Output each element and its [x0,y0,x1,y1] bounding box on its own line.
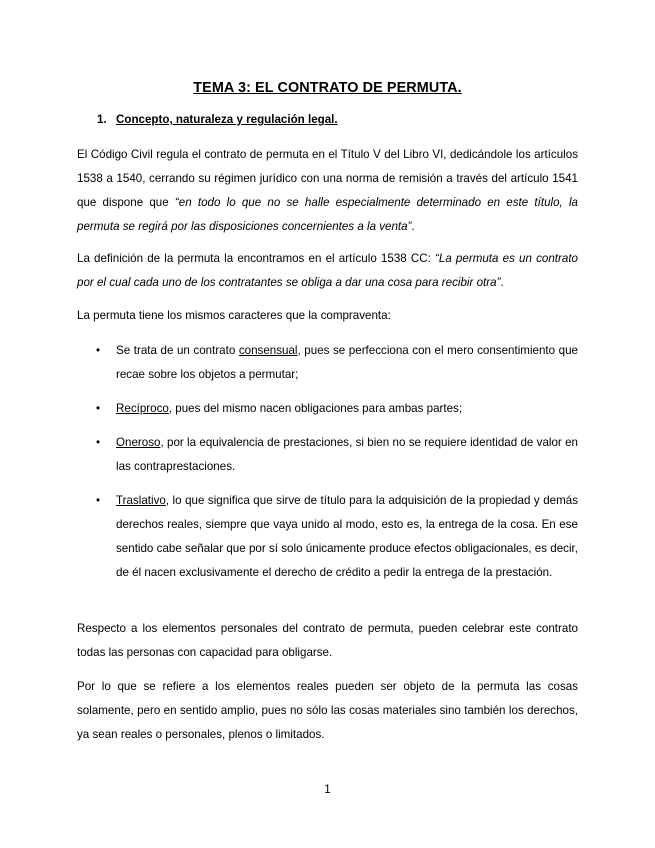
paragraph-personal-elements: Respecto a los elementos personales del contrato de permuta, pueden celebrar este contrato todas las personas con capacidad para obligarse. [77,622,578,659]
bullet-marker: • [96,494,101,507]
list-item-after: , por la equivalencia de prestaciones, si bien no se requiere identidad de valor en las contraprestaciones. [116,436,578,473]
section-title: Concepto, naturaleza y regulación legal. [116,113,338,126]
list-item-term: Oneroso [116,436,161,449]
paragraph-regulation-text: El Código Civil regula el contrato de permuta en el Título V del Libro VI, dedicándole los artículos 1538 a 1540, cerrando su régimen jurídico con una norma de remisión a través del artículo 1541 que dispone que [77,148,578,209]
paragraph-definition [77,247,578,295]
paragraph-definition-text: La definición de la permuta la encontramos en el artículo 1538 CC: [77,252,436,265]
paragraph-characteristics-intro: La permuta tiene los mismos caracteres que la compraventa: [77,309,391,322]
list-item-after: , pues del mismo nacen obligaciones para ambas partes; [168,402,463,415]
paragraph-regulation-end: . [411,220,415,233]
article-1538-quote: “La permuta es un contrato por el cual cada uno de los contratantes se obliga a dar una cosa para recibir otra” [77,252,578,289]
list-item-after: , lo que significa que sirve de título para la adquisición de la propiedad y demás derechos reales, siempre que vaya unido al modo, esto es, la entrega de la cosa. En ese sentido cabe señalar que por sí solo únicamente produce efectos obligacionales, es decir, de él nacen exclusivamente el derecho de crédito a pedir la entrega de la prestación. [116,494,578,579]
list-item [77,339,578,387]
bullet-marker: • [96,436,101,449]
characteristics-list [77,339,578,585]
paragraph-real-elements: Por lo que se refiere a los elementos reales pueden ser objeto de la permuta las cosas solamente, pero en sentido amplio, pues no sólo las cosas materiales sino también los derechos, ya sean reales o personales, plenos o limitados. [77,680,578,741]
paragraph-regulation [77,143,578,239]
list-item [77,489,578,585]
section-heading [97,108,338,132]
bullet-marker: • [96,402,101,415]
list-item-term: Recíproco [116,402,169,415]
section-number: 1. [97,113,107,126]
paragraph-definition-end: . [500,276,504,289]
list-item [77,397,578,421]
list-item [77,431,578,479]
document-title: TEMA 3: EL CONTRATO DE PERMUTA. [193,80,462,96]
list-item-after: , pues se perfecciona con el mero consentimiento que recae sobre los objetos a permutar; [116,344,578,381]
list-item-before: Se trata de un contrato [116,344,239,357]
bullet-marker: • [96,344,101,357]
list-item-term: Traslativo [116,494,166,507]
list-item-term: consensual [238,344,298,357]
article-1541-quote: “en todo lo que no se halle especialmente determinado en este título, la permuta se regirá por las disposiciones concernientes a la venta” [77,196,578,233]
page-number: 1 [324,783,331,796]
